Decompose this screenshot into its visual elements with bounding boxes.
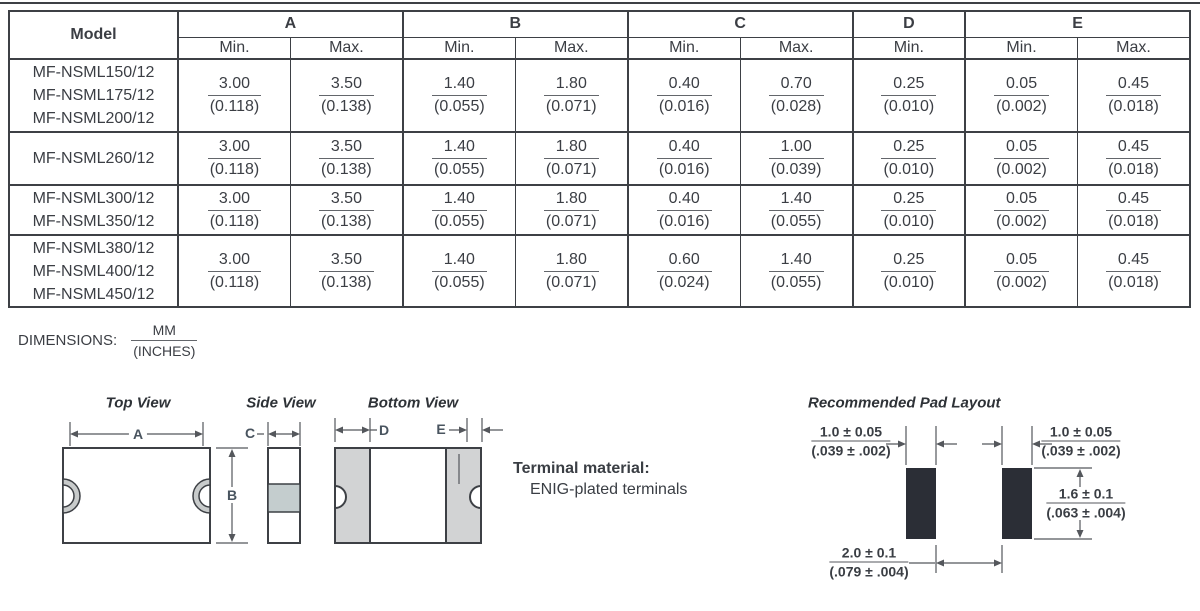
dim-cell-e-max (1078, 185, 1191, 235)
dim-letter-d: D (378, 422, 390, 438)
mm-value: 1.40 (432, 138, 487, 159)
inch-value: (0.055) (433, 212, 485, 230)
inch-value: (.079 ± .004) (829, 563, 909, 580)
mm-value: 3.00 (208, 75, 262, 96)
top-view-drawing (63, 422, 248, 543)
inch-value: (0.010) (883, 273, 935, 291)
dim-cell-a-max (290, 235, 402, 307)
dim-cell-c-max (740, 59, 852, 132)
mm-value: 0.25 (881, 138, 936, 159)
mm-value: 0.05 (994, 75, 1049, 96)
dim-cell-a-min (178, 185, 290, 235)
bottom-view-title: Bottom View (367, 394, 459, 412)
inch-value: (0.039) (770, 161, 822, 178)
table-row (9, 59, 1190, 132)
model-name: MF-NSML450/12 (32, 285, 155, 303)
dim-cell-b-max (515, 235, 627, 307)
dim-cell-d-min (853, 185, 965, 235)
group-header-c: C (628, 11, 853, 37)
dim-cell-d-min (853, 132, 965, 185)
mm-value: 2.0 ± 0.1 (829, 545, 908, 563)
model-cell (9, 185, 178, 235)
top-view-title: Top View (105, 394, 171, 412)
inch-value: (0.055) (433, 161, 485, 178)
pad-width-left-dim (811, 424, 890, 459)
mm-value: 0.05 (994, 190, 1049, 211)
dim-cell-d-min (853, 235, 965, 307)
pad-spacing-dim (829, 545, 908, 580)
table-row (9, 235, 1190, 307)
model-name: MF-NSML150/12 (32, 64, 155, 81)
model-column-header: Model (9, 11, 178, 59)
dim-cell-a-min (178, 59, 290, 132)
dim-cell-e-min (965, 132, 1077, 185)
mm-value: 0.25 (881, 251, 936, 272)
inch-value: (0.018) (1108, 161, 1159, 178)
model-name: MF-NSML380/12 (32, 239, 155, 257)
package-drawings (0, 390, 1200, 611)
inch-value: (0.028) (770, 98, 822, 115)
inch-value: (0.071) (545, 98, 597, 115)
inch-value: (0.055) (770, 212, 822, 230)
subheader-c-max: Max. (740, 37, 852, 59)
mm-value: 1.6 ± 0.1 (1046, 486, 1125, 504)
mm-value: 0.05 (994, 251, 1049, 272)
inch-value: (0.118) (209, 273, 260, 291)
mm-value: 1.80 (544, 75, 599, 96)
dim-letter-c: C (244, 425, 256, 441)
inch-value: (0.016) (658, 98, 710, 115)
mm-value: 0.45 (1106, 138, 1161, 159)
inch-value: (.063 ± .004) (1046, 504, 1126, 521)
terminal-material-value: ENIG-plated terminals (530, 481, 688, 498)
mm-value: 0.45 (1106, 251, 1161, 272)
group-header-a: A (178, 11, 403, 37)
inch-value: (0.016) (658, 161, 710, 178)
inch-value: (.039 ± .002) (1041, 442, 1121, 459)
inch-value: (.039 ± .002) (811, 442, 891, 459)
model-name: MF-NSML260/12 (32, 150, 155, 167)
mm-value: 0.40 (657, 75, 712, 96)
dim-cell-e-min (965, 59, 1077, 132)
dim-cell-e-max (1078, 132, 1191, 185)
mm-value: 3.00 (208, 251, 262, 272)
dim-cell-b-min (403, 132, 515, 185)
mm-value: 1.80 (544, 251, 599, 272)
group-header-d: D (853, 11, 965, 37)
inch-value: (0.055) (433, 98, 485, 115)
pad-layout-title: Recommended Pad Layout (808, 394, 1001, 412)
inch-value: (0.024) (658, 273, 710, 291)
drawings-canvas (0, 390, 1200, 611)
inch-value: (0.010) (883, 98, 935, 115)
inch-value: (0.118) (209, 98, 260, 115)
top-rule (0, 2, 1200, 4)
model-name: MF-NSML350/12 (32, 213, 155, 230)
inch-value: (0.002) (996, 212, 1047, 230)
mm-value: 0.40 (657, 190, 712, 211)
subheader-d-min: Min. (853, 37, 965, 59)
model-name: MF-NSML400/12 (32, 262, 155, 280)
mm-value: 1.00 (769, 138, 824, 159)
dim-cell-e-max (1078, 235, 1191, 307)
terminal-material-label: Terminal material: (513, 460, 650, 477)
inch-value: (0.010) (883, 212, 935, 230)
mm-value: 3.00 (208, 138, 262, 159)
inch-value: (0.071) (545, 273, 597, 291)
inch-value: (0.002) (996, 98, 1047, 115)
mm-value: 1.0 ± 0.05 (1041, 424, 1120, 442)
dim-cell-c-min (628, 185, 740, 235)
inch-value: (0.138) (321, 273, 372, 291)
dim-cell-c-min (628, 132, 740, 185)
dim-cell-b-max (515, 185, 627, 235)
subheader-b-min: Min. (403, 37, 515, 59)
dim-cell-b-min (403, 59, 515, 132)
units-fraction (131, 322, 197, 359)
dim-cell-c-max (740, 235, 852, 307)
inch-value: (0.071) (545, 161, 597, 178)
inch-value: (0.002) (996, 273, 1047, 291)
pad-width-right-dim (1041, 424, 1120, 459)
mm-value: 3.50 (319, 75, 374, 96)
mm-value: 1.40 (432, 75, 487, 96)
dim-cell-e-min (965, 185, 1077, 235)
mm-value: 1.40 (769, 251, 824, 272)
mm-value: 0.40 (657, 138, 712, 159)
dim-cell-b-max (515, 59, 627, 132)
model-name: MF-NSML175/12 (32, 87, 155, 104)
mm-value: 1.80 (544, 190, 599, 211)
inch-value: (0.016) (658, 212, 710, 230)
subheader-a-min: Min. (178, 37, 290, 59)
dim-cell-a-max (290, 132, 402, 185)
dim-cell-e-min (965, 235, 1077, 307)
mm-value: 1.40 (432, 251, 487, 272)
mm-value: 1.40 (432, 190, 487, 211)
dimensions-spec-table (8, 10, 1191, 308)
model-cell (9, 132, 178, 185)
dimensions-note-label: DIMENSIONS: (18, 332, 118, 349)
group-header-e: E (965, 11, 1190, 37)
mm-value: 0.60 (657, 251, 712, 272)
inch-value: (0.002) (996, 161, 1047, 178)
subheader-e-max: Max. (1078, 37, 1191, 59)
dim-cell-c-max (740, 185, 852, 235)
dim-letter-a: A (129, 426, 147, 442)
terminal-material-note (513, 458, 687, 500)
mm-value: 0.45 (1106, 190, 1161, 211)
dim-cell-b-min (403, 235, 515, 307)
subheader-a-max: Max. (290, 37, 402, 59)
dim-cell-d-min (853, 59, 965, 132)
dim-cell-a-min (178, 132, 290, 185)
units-inches: (INCHES) (133, 343, 196, 359)
pad-height-dim (1046, 486, 1125, 521)
inch-value: (0.118) (209, 161, 260, 178)
dim-letter-b: B (223, 487, 241, 503)
side-view-drawing (257, 422, 300, 543)
dim-letter-e: E (436, 421, 446, 437)
dim-cell-b-min (403, 185, 515, 235)
bottom-view-drawing (335, 418, 503, 543)
inch-value: (0.018) (1108, 273, 1159, 291)
subheader-c-min: Min. (628, 37, 740, 59)
dimensions-note (18, 322, 197, 359)
model-name: MF-NSML200/12 (32, 110, 155, 127)
inch-value: (0.138) (321, 212, 372, 230)
model-cell (9, 235, 178, 307)
inch-value: (0.018) (1108, 98, 1159, 115)
mm-value: 1.0 ± 0.05 (811, 424, 890, 442)
table-row (9, 185, 1190, 235)
mm-value: 0.70 (769, 75, 824, 96)
mm-value: 0.25 (881, 75, 936, 96)
inch-value: (0.138) (321, 161, 372, 178)
dim-cell-b-max (515, 132, 627, 185)
model-name: MF-NSML300/12 (32, 190, 155, 207)
mm-value: 3.00 (208, 190, 262, 211)
table-row (9, 132, 1190, 185)
mm-value: 1.80 (544, 138, 599, 159)
mm-value: 0.05 (994, 138, 1049, 159)
mm-value: 3.50 (319, 138, 374, 159)
mm-value: 0.45 (1106, 75, 1161, 96)
dim-cell-c-max (740, 132, 852, 185)
subheader-e-min: Min. (965, 37, 1077, 59)
units-mm: MM (131, 322, 197, 341)
side-view-title: Side View (246, 394, 316, 412)
inch-value: (0.010) (883, 161, 935, 178)
inch-value: (0.071) (545, 212, 597, 230)
inch-value: (0.118) (209, 212, 260, 230)
dim-cell-c-min (628, 235, 740, 307)
mm-value: 0.25 (881, 190, 936, 211)
model-cell (9, 59, 178, 132)
dim-cell-a-max (290, 59, 402, 132)
dim-cell-e-max (1078, 59, 1191, 132)
dim-cell-a-min (178, 235, 290, 307)
inch-value: (0.055) (770, 273, 822, 291)
mm-value: 3.50 (319, 190, 374, 211)
dim-cell-a-max (290, 185, 402, 235)
mm-value: 1.40 (769, 190, 824, 211)
group-header-b: B (403, 11, 628, 37)
mm-value: 3.50 (319, 251, 374, 272)
inch-value: (0.018) (1108, 212, 1159, 230)
dim-cell-c-min (628, 59, 740, 132)
inch-value: (0.055) (433, 273, 485, 291)
subheader-b-max: Max. (515, 37, 627, 59)
inch-value: (0.138) (321, 98, 372, 115)
